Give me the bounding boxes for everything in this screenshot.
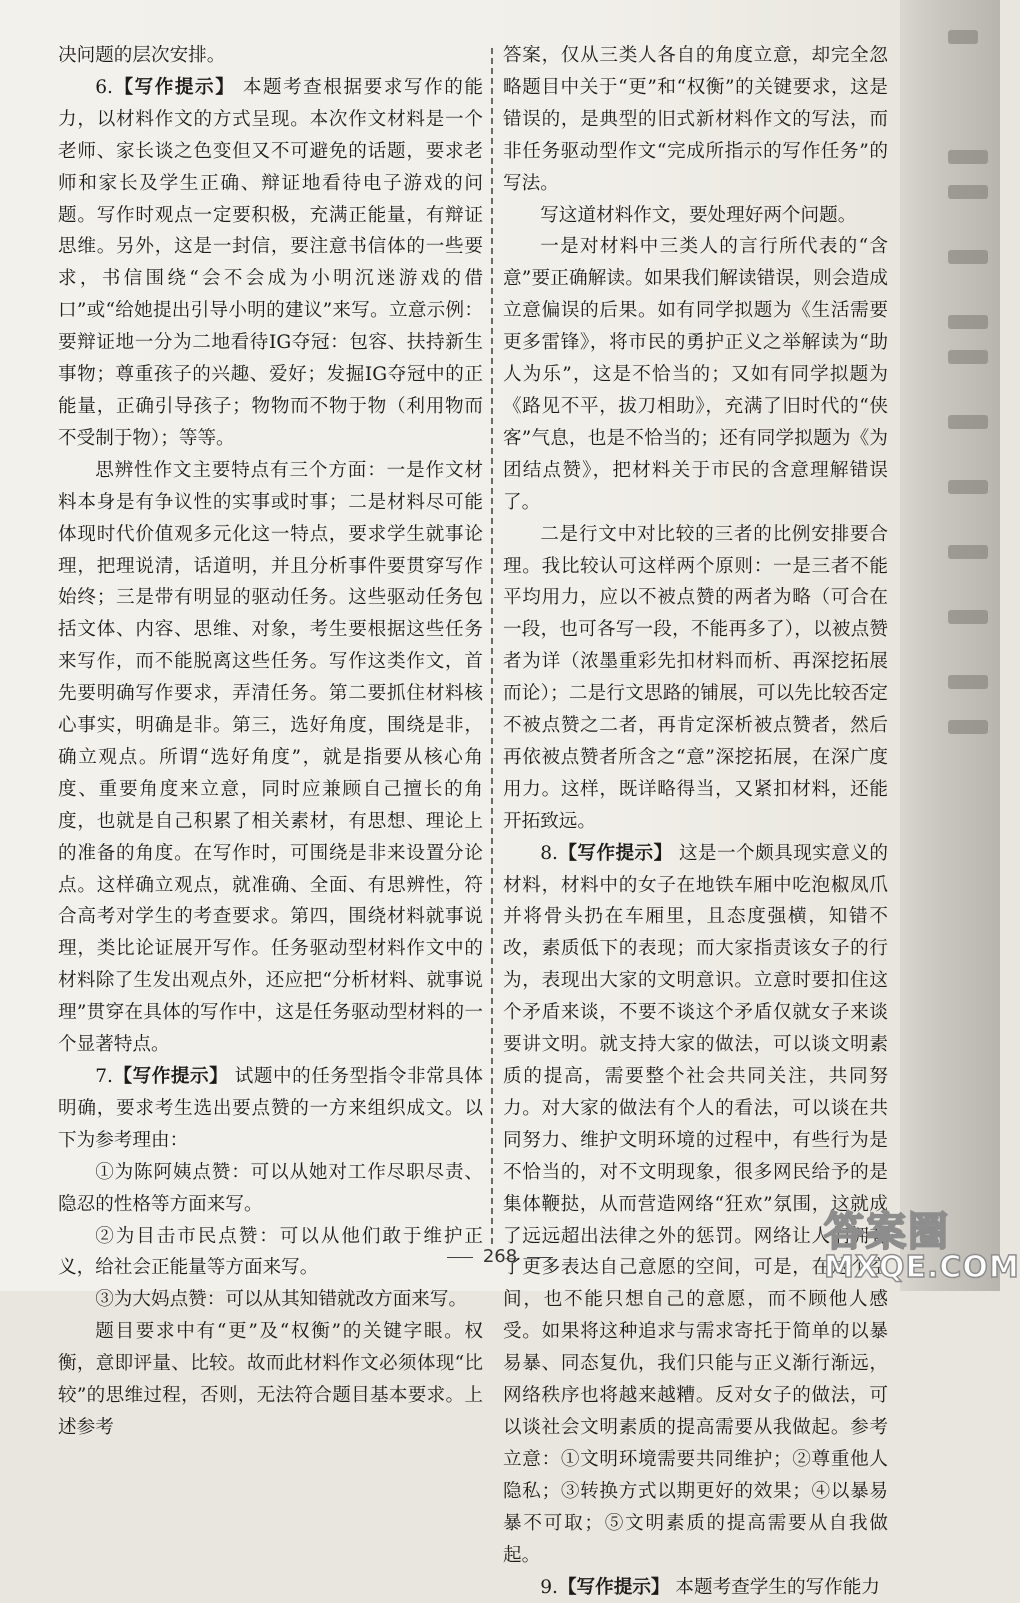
paragraph: 8.【写作提示】 这是一个颇具现实意义的材料，材料中的女子在地铁车厢中吃泡椒凤爪并将骨头扔在车厢里，且态度强横，知错不改，素质低下的表现；而大家指责该女子的行为，表现出大家的文明意识。立意时要扣住这个矛盾来谈，不要不谈这个矛盾仅就女子来谈要讲文明。就支持大家的做法，可以谈文明素质的提高，需要整个社会共同关注，共同努力。对大家的做法有个人的看法，可以谈在共同努力、维护文明环境的过程中，有些行为是不恰当的，对不文明现象，很多网民给予的是集体鞭挞，从而营造网络“狂欢”氛围，这就成了远远超出法律之外的惩罚。网络让人们拥有了更多表达自己意愿的空间，可是，在这个空间，也不能只想自己的意愿，而不顾他人感受。如果将这种追求与需求寄托于简单的以暴易暴、同态复仇，我们只能与正义渐行渐远，网络秩序也将越来越糟。反对女子的做法，可以谈社会文明素质的提高需要从我做起。参考立意：①文明环境需要共同维护；②尊重他人隐私；③转换方式以期更好的效果；④以暴易暴不可取；⑤文明素质的提高需要从自我做起。 xyxy=(503,838,888,1572)
blurred-text-line xyxy=(948,350,988,364)
blurred-text-line xyxy=(948,415,988,429)
page-number: 268 xyxy=(483,1246,517,1267)
footer-dash xyxy=(527,1257,553,1258)
watermark-cn: 答案圈 xyxy=(824,1200,950,1257)
paragraph: 7.【写作提示】 试题中的任务型指令非常具体明确，要求考生选出要点赞的一方来组织成文。以下为参考理由： xyxy=(58,1061,483,1157)
blurred-text-line xyxy=(948,30,978,44)
paragraph: 决问题的层次安排。 xyxy=(58,40,483,72)
watermark-en: MXQE.COM xyxy=(824,1250,1020,1285)
blurred-text-line xyxy=(948,150,988,164)
paragraph: ③为大妈点赞：可以从其知错就改方面来写。 xyxy=(58,1284,483,1316)
blurred-text-line xyxy=(948,185,988,199)
blurred-text-line xyxy=(948,675,988,689)
paragraph: 思辨性作文主要特点有三个方面：一是作文材料本身是有争议性的实事或时事；二是材料尽可能体现时代价值观多元化这一特点，要求学生就事论理，把理说清，话道明，并且分析事件要贯穿写作始终；三是带有明显的驱动任务。这些驱动任务包括文体、内容、思维、对象，考生要根据这些任务来写作，而不能脱离这些任务。写作这类作文，首先要明确写作要求，弄清任务。第二要抓住材料核心事实，明确是非。第三，选好角度，围绕是非，确立观点。所谓“选好角度”，就是指要从核心角度、重要角度来立意，同时应兼顾自己擅长的角度，也就是自己积累了相关素材，有思想、理论上的准备的角度。在写作时，可围绕是非来设置分论点。这样确立观点，就准确、全面、有思辨性，符合高考对学生的考查要求。第四，围绕材料就事说理，类比论证展开写作。任务驱动型材料作文中的材料除了生发出观点外，还应把“分析材料、就事说理”贯穿在具体的写作中，这是任务驱动型材料的一个显著特点。 xyxy=(58,455,483,1061)
blurred-text-line xyxy=(948,545,988,559)
blurred-text-line xyxy=(948,720,988,734)
paragraph: ①为陈阿姨点赞：可以从她对工作尽职尽责、隐忍的性格等方面来写。 xyxy=(58,1157,483,1221)
right-column xyxy=(503,40,888,1603)
paragraph: 9.【写作提示】 本题考查学生的写作能力 xyxy=(503,1572,888,1603)
paragraph: 写这道材料作文，要处理好两个问题。 xyxy=(503,200,888,232)
writing-tip-tag: 【写作提示】 xyxy=(558,1577,670,1598)
paragraph: ②为目击市民点赞：可以从他们敢于维护正义，给社会正能量等方面来写。 xyxy=(58,1221,483,1285)
writing-tip-tag: 【写作提示】 xyxy=(113,77,235,98)
blurred-text-line xyxy=(948,315,988,329)
paragraph: 6.【写作提示】 本题考查根据要求写作的能力，以材料作文的方式呈现。本次作文材料是一个老师、家长谈之色变但又不可避免的话题，要求老师和家长及学生正确、辩证地看待电子游戏的问题。写作时观点一定要积极，充满正能量，有辩证思维。另外，这是一封信，要注意书信体的一些要求，书信围绕“会不会成为小明沉迷游戏的借口”或“给她提出引导小明的建议”来写。立意示例：要辩证地一分为二地看待IG夺冠：包容、扶持新生事物；尊重孩子的兴趣、爱好；发掘IG夺冠中的正能量，正确引导孩子；物物而不物于物（利用物而不受制于物）；等等。 xyxy=(58,72,483,455)
adjacent-page-edge xyxy=(900,0,1000,1291)
left-column xyxy=(58,40,483,1444)
blurred-text-line xyxy=(948,250,988,264)
paragraph: 题目要求中有“更”及“权衡”的关键字眼。权衡，意即评量、比较。故而此材料作文必须体现“比较”的思维过程，否则，无法符合题目基本要求。上述参考 xyxy=(58,1316,483,1444)
column-divider xyxy=(491,48,493,1244)
paragraph: 一是对材料中三类人的言行所代表的“含意”要正确解读。如果我们解读错误，则会造成立意偏误的后果。如有同学拟题为《生活需要更多雷锋》，将市民的勇护正义之举解读为“助人为乐”，这是不恰当的；又如有同学拟题为《路见不平，拔刀相助》，充满了旧时代的“侠客”气息，也是不恰当的；还有同学拟题为《为团结点赞》，把材料关于市民的含意理解错误了。 xyxy=(503,231,888,518)
blurred-text-line xyxy=(948,610,988,624)
watermark-logo xyxy=(818,1198,996,1290)
writing-tip-tag: 【写作提示】 xyxy=(113,1066,228,1087)
writing-tip-tag: 【写作提示】 xyxy=(558,843,673,864)
footer-dash xyxy=(447,1257,473,1258)
paragraph: 二是行文中对比较的三者的比例安排要合理。我比较认可这样两个原则：一是三者不能平均用力，应以不被点赞的两者为略（可合在一段，也可各写一段，不能再多了），以被点赞者为详（浓墨重彩先扣材料而析、再深挖拓展而论）；二是行文思路的铺展，可以先比较否定不被点赞之二者，再肯定深析被点赞者，然后再依被点赞者所含之“意”深挖拓展，在深广度用力。这样，既详略得当，又紧扣材料，还能开拓致远。 xyxy=(503,519,888,838)
blurred-text-line xyxy=(948,480,988,494)
paragraph: 答案，仅从三类人各自的角度立意，却完全忽略题目中关于“更”和“权衡”的关键要求，这是错误的，是典型的旧式新材料作文的写法，而非任务驱动型作文“完成所指示的写作任务”的写法。 xyxy=(503,40,888,200)
